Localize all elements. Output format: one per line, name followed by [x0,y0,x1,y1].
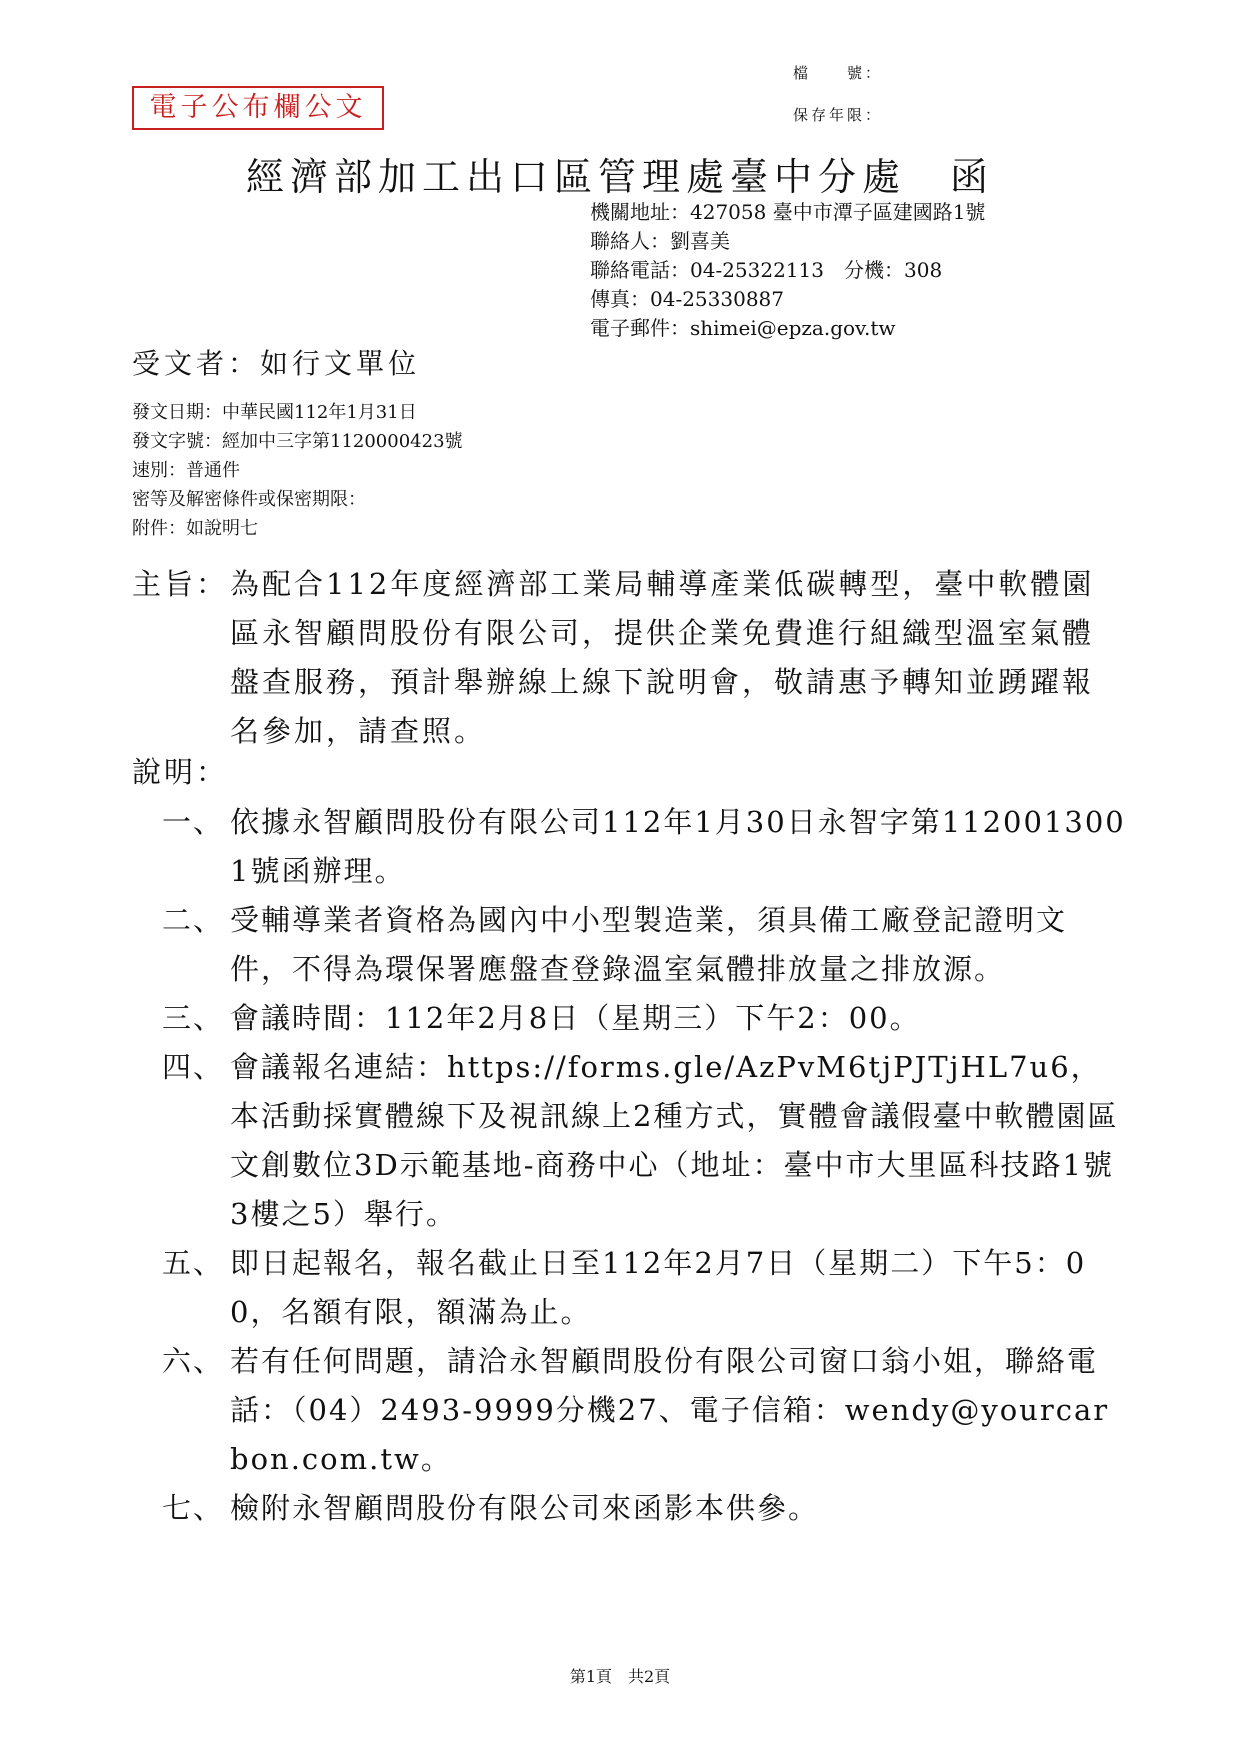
agency-address: 機關地址：427058 臺中市潭子區建國路1號 [590,200,986,224]
subject-section [132,560,1122,756]
contact-fax: 傳真：04-25330887 [590,287,785,311]
explanation-item-7 [162,1484,1127,1533]
subject-label: 主旨： [132,567,229,601]
file-number-label: 檔 號： [793,64,884,82]
item-text: 受輔導業者資格為國內中小型製造業，須具備工廠登記證明文件，不得為環保署應盤查登錄溫室氣體排放量之排放源。 [230,903,1068,986]
item-text: 會議時間：112年2月8日（星期三）下午2：00。 [230,1001,921,1035]
item-number: 六、 [162,1344,225,1378]
item-number: 一、 [162,805,225,839]
item-text: 即日起報名，報名截止日至112年2月7日（星期二）下午5：00，名額有限，額滿為止。 [230,1246,1087,1329]
item-text: 會議報名連結：https://forms.gle/AzPvM6tjPJTjHL7u6，本活動採實體線下及視訊線上2種方式，實體會議假臺中軟體園區文創數位3D示範基地-商務中心（地址：臺中市大里區科技路1號3樓之5）舉行。 [230,1050,1119,1231]
item-number: 二、 [162,903,225,937]
explanation-item-3 [162,994,1127,1043]
item-text: 若有任何問題，請洽永智顧問股份有限公司窗口翁小姐，聯絡電話：（04）2493-9999分機27、電子信箱：wendy@yourcarbon.com.tw。 [230,1344,1110,1476]
item-number: 四、 [162,1050,225,1084]
retention-period-label: 保存年限： [793,106,884,124]
page-footer: 第1頁 共2頁 [569,1667,671,1686]
item-text: 檢附永智顧問股份有限公司來函影本供參。 [230,1491,820,1525]
contact-person: 聯絡人：劉喜美 [590,229,730,253]
document-info [132,398,463,543]
subject-text: 為配合112年度經濟部工業局輔導產業低碳轉型，臺中軟體園區永智顧問股份有限公司，提供企業免費進行組織型溫室氣體盤查服務，預計舉辦線上線下說明會，敬請惠予轉知並踴躍報名參加，請查照。 [230,567,1095,748]
explanation-label: 說明： [132,755,229,789]
attachment-note: 附件：如說明七 [132,518,258,539]
issue-date: 發文日期：中華民國112年1月31日 [132,402,417,423]
explanation-item-5 [162,1239,1127,1337]
electronic-bulletin-stamp: 電子公布欄公文 [132,86,384,130]
contact-email: 電子郵件：shimei@epza.gov.tw [590,316,896,340]
document-number: 發文字號：經加中三字第1120000423號 [132,431,463,452]
secrecy-level: 密等及解密條件或保密期限： [132,489,366,510]
recipient: 受文者：如行文單位 [132,347,421,380]
explanation-item-2 [162,896,1127,994]
item-number: 三、 [162,1001,225,1035]
explanation-item-1 [162,798,1127,896]
item-number: 七、 [162,1491,225,1525]
delivery-speed: 速別：普通件 [132,460,240,481]
explanation-item-4 [162,1043,1127,1239]
explanation-list [162,798,1127,1533]
explanation-item-6 [162,1337,1127,1484]
item-number: 五、 [162,1246,225,1280]
contact-block [590,198,985,343]
item-text: 依據永智顧問股份有限公司112年1月30日永智字第1120013001號函辦理。 [230,805,1126,888]
document-title: 經濟部加工出口區管理處臺中分處 函 [245,155,994,199]
contact-phone: 聯絡電話：04-25322113 分機：308 [590,258,943,282]
